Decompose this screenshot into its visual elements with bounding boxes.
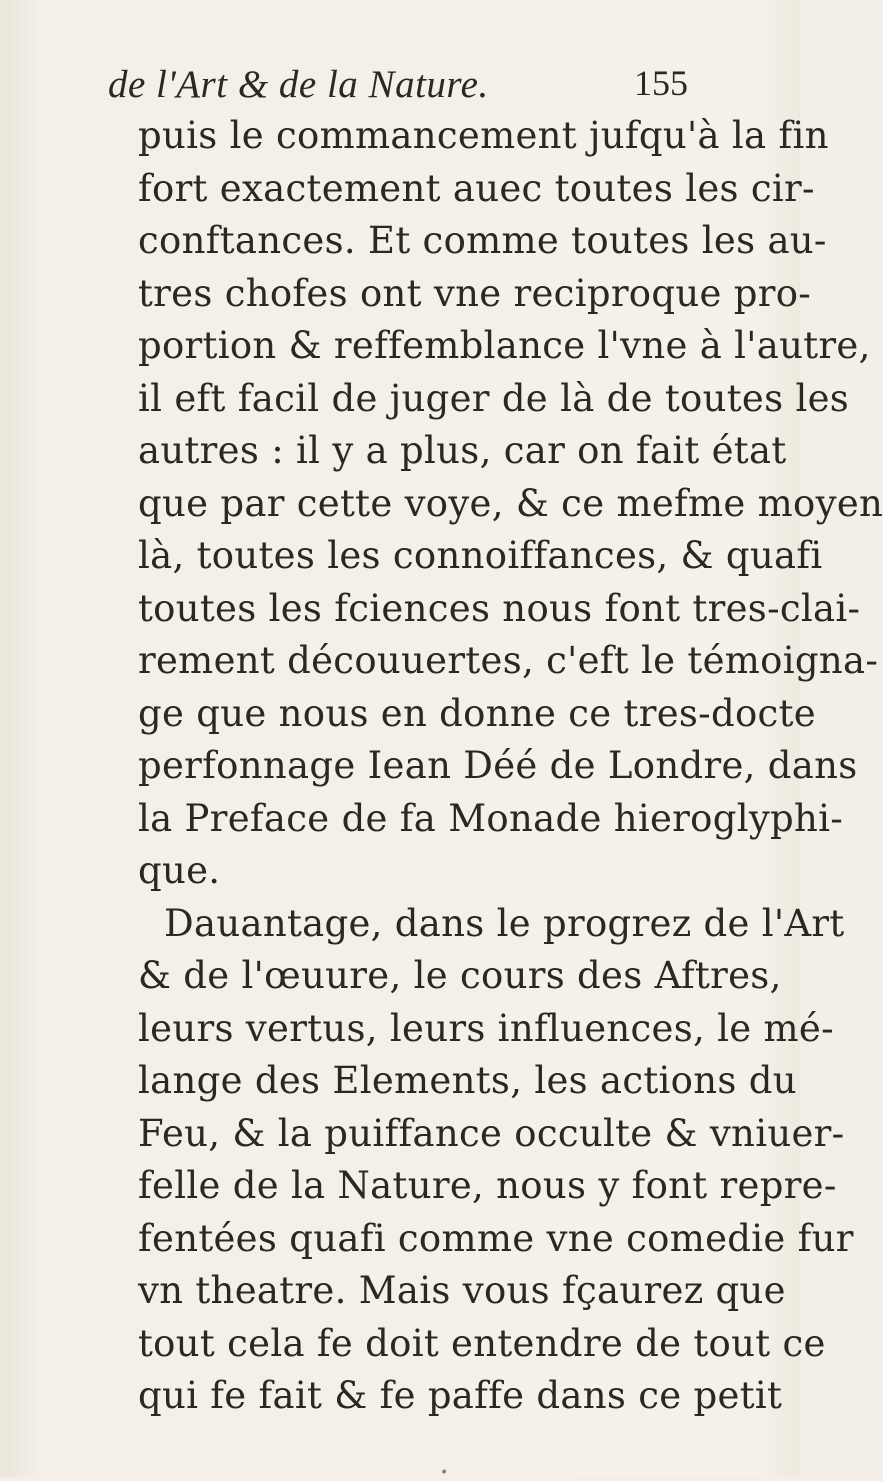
text-line: ge que nous en donne ce tres-docte <box>138 691 816 735</box>
running-head-title: de l'Art & de la Nature. <box>108 63 489 106</box>
text-line: portion & reffemblance l'vne à l'autre, <box>138 324 871 367</box>
body-text <box>138 110 883 1423</box>
text-line: & de l'œuure, le cours des Aftres, <box>138 954 782 997</box>
text-line: Feu, & la puiffance occulte & vniuer- <box>138 1111 845 1155</box>
text-line: qui fe fait & fe paffe dans ce petit <box>138 1374 783 1417</box>
text-line: leurs vertus, leurs influences, le mé- <box>138 1006 834 1050</box>
paragraph-start-line: Dauantage, dans le progrez de l'Art <box>164 901 845 945</box>
ink-speck: • <box>440 1465 449 1481</box>
text-line: lange des Elements, les actions du <box>138 1059 797 1102</box>
text-line: toutes les fciences nous font tres-clai- <box>138 586 861 630</box>
page-number: 155 <box>634 63 688 103</box>
text-line: perfonnage Iean Déé de Londre, dans <box>138 744 858 787</box>
text-line: fentées quafi comme vne comedie fur <box>138 1216 854 1260</box>
text-line: il eft facil de juger de là de toutes les <box>138 376 850 420</box>
text-line: felle de la Nature, nous y font repre- <box>138 1164 837 1207</box>
text-line: tres chofes ont vne reciproque pro- <box>138 271 812 315</box>
text-line: que. <box>138 849 221 892</box>
text-line: tout cela fe doit entendre de tout ce <box>138 1321 826 1365</box>
text-line: vn theatre. Mais vous fçaurez que <box>138 1269 786 1312</box>
text-line: que par cette voye, & ce mefme moyen <box>138 481 883 525</box>
text-line: rement découuertes, c'eft le témoigna- <box>138 639 879 682</box>
text-line: là, toutes les connoiffances, & quafi <box>138 534 823 577</box>
text-line: fort exactement auec toutes les cir- <box>138 166 815 210</box>
text-line: puis le commancement jufqu'à la fin <box>138 114 829 157</box>
running-head <box>108 62 688 112</box>
text-line: conftances. Et comme toutes les au- <box>138 219 827 262</box>
text-line: la Preface de fa Monade hieroglyphi- <box>138 796 844 840</box>
text-line: autres : il y a plus, car on fait état <box>138 429 787 472</box>
